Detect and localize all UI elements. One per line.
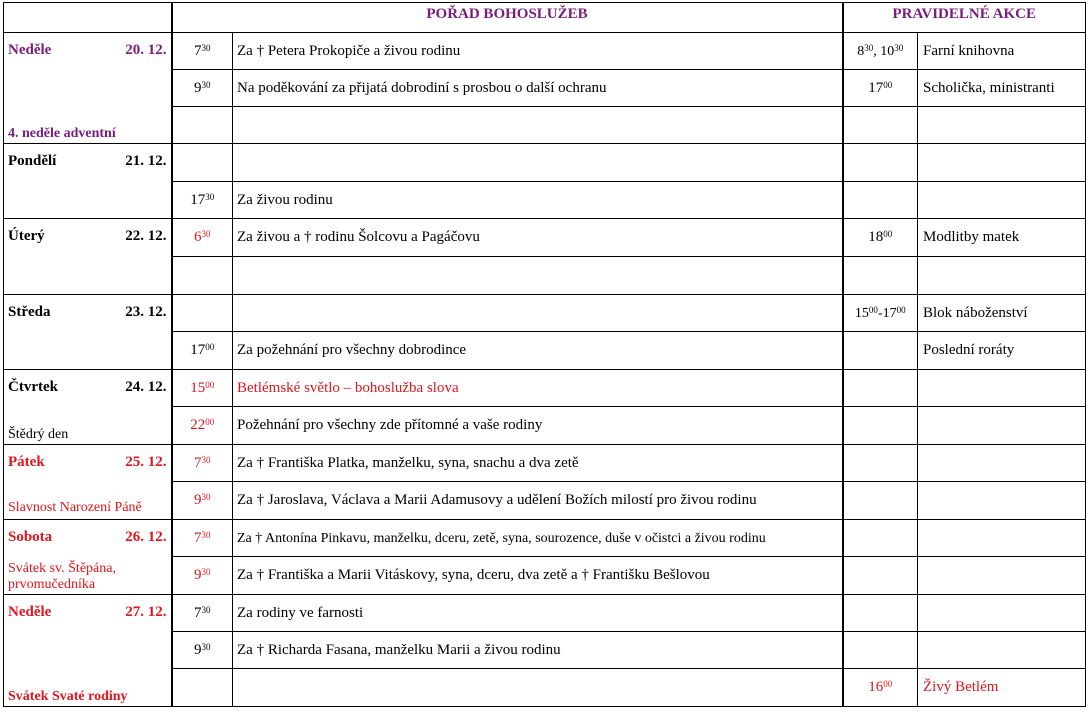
mass-time: $9^{30}$ [172,482,233,520]
mass-intention: Za † Petera Prokopiče a živou rodinu [233,33,843,70]
event-name [918,407,1086,445]
mass-intention: Za živou rodinu [233,182,843,219]
event-name [918,182,1086,219]
mass-time: $17^{00}$ [172,332,233,370]
mass-time: $15^{00}$ [172,370,233,407]
mass-intention: Požehnání pro všechny zde přítomné a vaše rodiny [233,407,843,445]
mass-intention: Za † Antonína Pinkavu, manželku, dceru, zetě, syna, sourozence, duše v očistci a živou rodinu [233,520,843,557]
table-row [4,445,1086,482]
mass-intention [233,107,843,144]
mass-intention [233,144,843,182]
event-name: Farní knihovna [918,33,1086,70]
mass-time [172,257,233,295]
table-row [4,520,1086,557]
mass-time: $7^{30}$ [172,33,233,70]
mass-time: $22^{00}$ [172,407,233,445]
mass-time: $6^{30}$ [172,219,233,257]
day-date: 23. 12. [125,304,167,320]
day-note: Štědrý den [8,427,69,442]
mass-time: $7^{30}$ [172,595,233,632]
day-date: 26. 12. [125,529,167,545]
event-time [843,632,918,669]
day-cell [4,144,172,219]
table-row [4,219,1086,257]
mass-intention [233,295,843,332]
day-date: 22. 12. [125,228,167,244]
day-cell [4,445,172,520]
event-time: $8^{30}$, $10^{30}$ [843,33,918,70]
mass-intention: Za rodiny ve farnosti [233,595,843,632]
table-row [4,370,1086,407]
event-time [843,144,918,182]
event-name [918,445,1086,482]
mass-intention: Betlémské světlo – bohoslužba slova [233,370,843,407]
day-name: Čtvrtek [8,379,58,395]
event-time [843,370,918,407]
event-time [843,445,918,482]
mass-intention [233,257,843,295]
event-name [918,257,1086,295]
event-name [918,557,1086,595]
mass-time [172,107,233,144]
schedule-table [3,2,1086,707]
event-time [843,557,918,595]
day-note: 4. neděle adventní [8,126,116,141]
event-name [918,482,1086,520]
mass-time: $7^{30}$ [172,445,233,482]
mass-time: $7^{30}$ [172,520,233,557]
event-name [918,595,1086,632]
mass-intention: Za živou a † rodinu Šolcovu a Pagáčovu [233,219,843,257]
event-time [843,332,918,370]
event-time: $15^{00}-17^{00}$ [843,295,918,332]
mass-intention: Za † Františka a Marii Vitáskovy, syna, dceru, dva zetě a † Františku Bešlovou [233,557,843,595]
day-name: Úterý [8,228,45,244]
event-name [918,632,1086,669]
day-name: Sobota [8,529,53,545]
day-note: Svátek sv. Štěpána, prvomučedníka [8,561,116,592]
table-row [4,33,1086,70]
day-date: 21. 12. [125,153,167,169]
event-name: Blok náboženství [918,295,1086,332]
event-time [843,107,918,144]
mass-intention: Za † Richarda Fasana, manželku Marii a živou rodinu [233,632,843,669]
event-name: Poslední roráty [918,332,1086,370]
event-time: $18^{00}$ [843,219,918,257]
header-empty-cell [4,3,172,33]
mass-time: $17^{30}$ [172,182,233,219]
event-name: Živý Betlém [918,669,1086,707]
event-time: $16^{00}$ [843,669,918,707]
mass-intention: Za † Jaroslava, Václava a Marii Adamusovy a udělení Božích milostí pro živou rodinu [233,482,843,520]
event-name [918,144,1086,182]
day-cell [4,33,172,144]
event-name: Modlitby matek [918,219,1086,257]
day-cell [4,295,172,370]
day-date: 24. 12. [125,379,167,395]
day-note: Svátek Svaté rodiny [8,689,128,704]
event-name [918,520,1086,557]
event-name [918,370,1086,407]
mass-intention: Za požehnání pro všechny dobrodince [233,332,843,370]
event-time: $17^{00}$ [843,70,918,107]
day-note: Slavnost Narození Páně [8,500,142,515]
event-name [918,107,1086,144]
day-cell [4,370,172,445]
event-time [843,520,918,557]
mass-time: $9^{30}$ [172,557,233,595]
mass-intention: Za † Františka Platka, manželku, syna, snachu a dva zetě [233,445,843,482]
mass-time [172,144,233,182]
event-name: Scholička, ministranti [918,70,1086,107]
day-date: 20. 12. [125,42,167,58]
day-name: Pátek [8,454,45,470]
day-name: Středa [8,304,51,320]
day-date: 25. 12. [125,454,167,470]
mass-time [172,295,233,332]
mass-time [172,669,233,707]
event-time [843,482,918,520]
table-row [4,295,1086,332]
event-time [843,182,918,219]
day-cell [4,520,172,595]
mass-intention: Na poděkování za přijatá dobrodiní s prosbou o další ochranu [233,70,843,107]
table-row [4,595,1086,632]
day-name: Pondělí [8,153,57,169]
events-title: PRAVIDELNÉ AKCE [843,3,1086,33]
mass-time: $9^{30}$ [172,632,233,669]
header-row [4,3,1086,33]
day-cell [4,219,172,295]
day-date: 27. 12. [125,604,167,620]
mass-intention [233,669,843,707]
event-time [843,257,918,295]
day-cell [4,595,172,707]
day-name: Neděle [8,42,52,58]
table-row [4,144,1086,182]
program-title: POŘAD BOHOSLUŽEB [172,3,843,33]
event-time [843,595,918,632]
day-name: Neděle [8,604,52,620]
event-time [843,407,918,445]
mass-time: $9^{30}$ [172,70,233,107]
